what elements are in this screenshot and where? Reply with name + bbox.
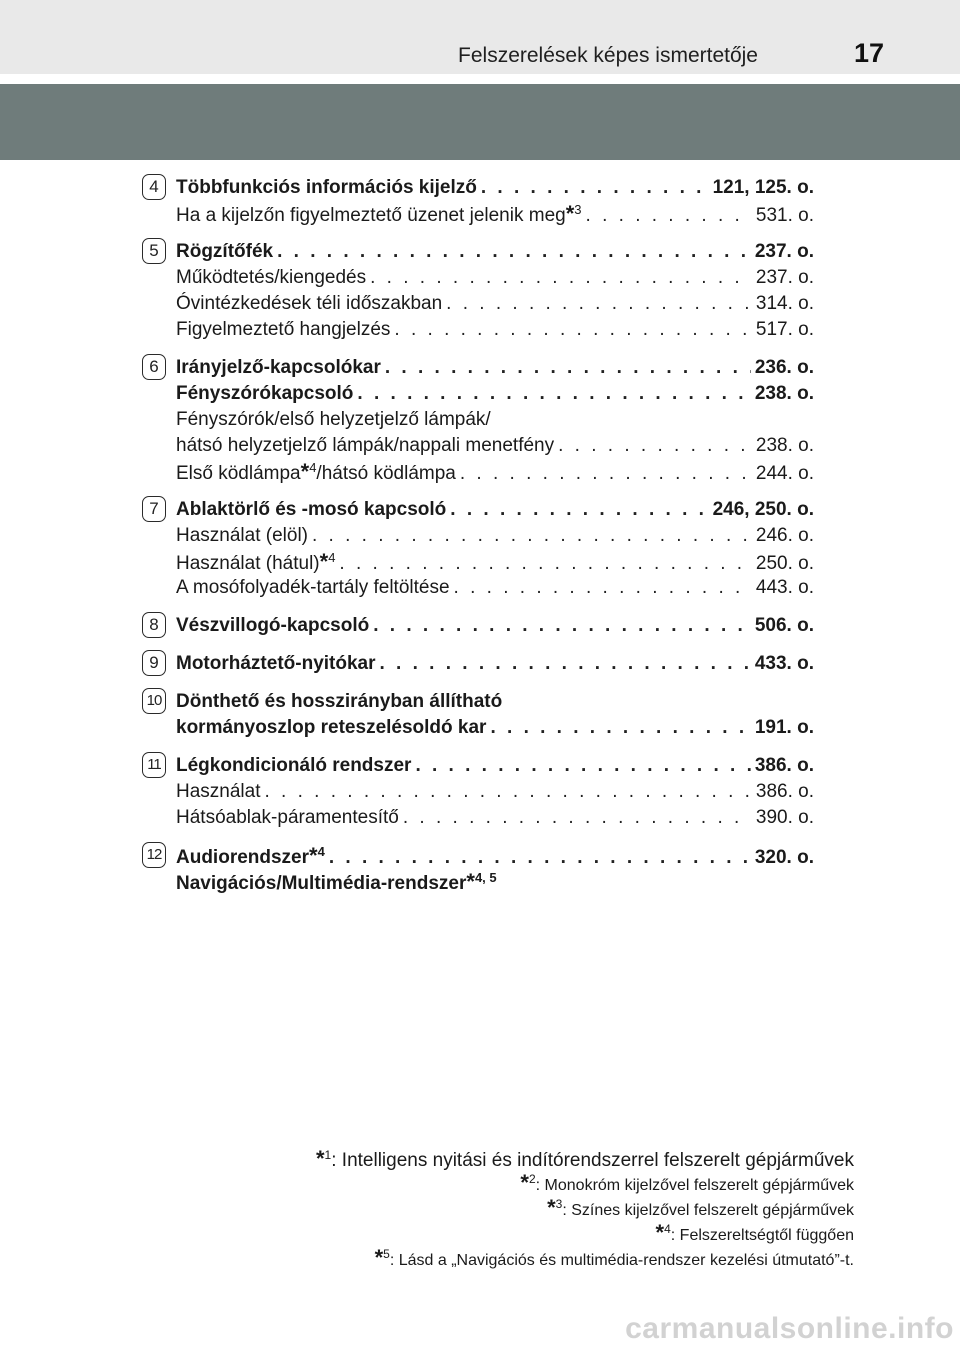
page-reference: 433. o. [754,653,814,674]
toc-entry [142,498,814,600]
dot-leader [558,434,752,458]
toc-row-label [176,576,450,600]
toc-row-label [176,202,582,228]
footnote [316,1222,854,1247]
toc-entry [142,614,814,638]
dot-leader [277,240,751,264]
toc-row-label [176,806,399,830]
entry-number-badge: 8 [142,612,166,638]
label-text: Vészvillogó-kapcsoló [176,615,370,636]
page-reference: 531. o. [755,205,814,226]
page-reference: 237. o. [755,267,814,288]
toc-row-label [176,408,491,432]
footnote-star: * [466,869,475,894]
label-text: Rögzítőfék [176,241,274,262]
toc-entry [142,176,814,226]
label-text: Fényszórókapcsoló [176,383,354,404]
footnote-mark: 3 [555,1197,563,1211]
footnote-star: * [547,1195,556,1220]
label-text: Navigációs/Multimédia-rendszer [176,873,467,894]
footnote [316,1247,854,1272]
toc-row-label [176,870,497,896]
footnote-star: * [520,1170,529,1195]
dot-leader [460,462,752,486]
toc-entry [142,754,814,830]
entry-number-badge: 12 [142,842,166,868]
entry-number-badge: 9 [142,650,166,676]
page-reference: 386. o. [755,781,814,802]
dot-leader [403,806,752,830]
toc-row [176,356,814,380]
toc-row-label [176,754,411,778]
toc-row [176,498,814,522]
page-reference: 121, 125. o. [712,177,814,198]
toc-row-label [176,460,456,486]
table-of-contents [142,176,814,908]
toc-row-label [176,176,477,200]
label-text: Ablaktörlő és -mosó kapcsoló [176,499,447,520]
toc-row [176,576,814,600]
toc-row [176,266,814,290]
page-reference: 320. o. [754,847,814,868]
footnote-text: : Intelligens nyitási és indítórendszerrel felszerelt gépjárművek [331,1150,854,1171]
footnote-star: * [374,1245,384,1270]
entry-number-badge: 5 [142,238,166,264]
label-text: Működtetés/kiengedés [176,267,367,288]
label-text: Légkondicionáló rendszer [176,755,412,776]
dot-leader [339,552,751,576]
dot-leader [415,754,750,778]
page-reference: 443. o. [755,577,814,598]
toc-row [176,550,814,574]
toc-row [176,870,814,894]
entry-number-badge: 11 [142,752,166,778]
footnote-star: * [315,1146,325,1171]
page-reference: 250. o. [755,553,814,574]
page-reference: 244. o. [755,463,814,484]
label-text: hátsó helyzetjelző lámpák/nappali menetfény [176,435,555,456]
dot-leader [380,652,751,676]
toc-row [176,690,814,714]
header-strip [0,0,960,84]
page-reference: 237. o. [754,241,814,262]
page-reference: 386. o. [754,755,814,776]
page-reference: 236. o. [754,357,814,378]
dot-leader [454,576,752,600]
label-text: Használat (elöl) [176,525,308,546]
footnote [316,1148,854,1172]
footnote-mark: 4 [664,1222,671,1236]
toc-row-label [176,780,261,804]
label-text: Irányjelző-kapcsolókar [176,357,381,378]
toc-row [176,240,814,264]
dot-leader [481,176,709,200]
footnote-ref: 4 [309,460,317,475]
footnote-mark: 2 [528,1172,536,1186]
toc-row-label [176,318,390,342]
footnote-star: * [565,201,575,226]
header-gap [0,74,960,84]
section-title: Felszerelések képes ismertetője [458,44,758,67]
toc-entry [142,356,814,484]
dot-leader [370,266,752,290]
footnotes [316,1148,854,1272]
toc-row-label [176,614,369,638]
toc-row-label [176,240,273,264]
toc-row [176,844,814,868]
toc-row-label [176,844,325,870]
dot-leader [385,356,751,380]
dot-leader [357,382,750,406]
toc-entry [142,690,814,740]
footnote-ref: 3 [574,202,582,217]
label-text: Figyelmeztető hangjelzés [176,319,391,340]
toc-row-label [176,716,486,740]
footnote [316,1172,854,1197]
toc-row [176,292,814,316]
footnote-text: : Lásd a „Navigációs és multimédia-rendszer kezelési útmutató”-t. [389,1252,854,1269]
dot-leader [394,318,752,342]
toc-row [176,524,814,548]
page-reference: 314. o. [755,293,814,314]
label-text: kormányoszlop reteszelésoldó kar [176,717,487,738]
page-reference: 191. o. [754,717,814,738]
toc-row-label [176,498,446,522]
footnote-star: * [309,843,318,868]
footnote-star: * [300,459,310,484]
toc-row [176,806,814,830]
toc-row [176,434,814,458]
toc-entry [142,240,814,342]
footnote-mark: 1 [324,1148,332,1162]
toc-row [176,382,814,406]
label-text: Többfunkciós információs kijelző [176,177,477,198]
toc-row-label [176,382,353,406]
footnote-ref: 4 [317,844,325,859]
dot-leader [450,498,708,522]
toc-entry [142,652,814,676]
footnote-star: * [655,1220,665,1245]
label-text: Első ködlámpa [176,463,301,484]
label-text: Használat [176,781,261,802]
footnote-ref: 4 [328,550,336,565]
toc-row [176,754,814,778]
dot-leader [329,846,751,870]
dot-leader [312,524,752,548]
toc-row [176,176,814,200]
label-text: Motorháztető-nyitókar [176,653,376,674]
toc-row-label [176,434,554,458]
footnote [316,1197,854,1222]
label-text: Dönthető és hosszirányban állítható [176,691,503,712]
toc-row [176,318,814,342]
toc-row [176,716,814,740]
page-reference: 238. o. [755,435,814,456]
toc-row-label [176,524,308,548]
toc-row-label [176,550,335,576]
dot-leader [265,780,752,804]
footnote-ref: 4, 5 [474,870,497,885]
toc-row [176,202,814,226]
toc-row-label [176,292,442,316]
footnote-mark: 5 [383,1247,390,1261]
watermark: carmanualsonline.info [625,1312,954,1345]
footnote-text: : Színes kijelzővel felszerelt gépjárművek [562,1202,854,1219]
dot-leader [446,292,752,316]
label-text: Hátsóablak-páramentesítő [176,807,399,828]
label-text: Ha a kijelzőn figyelmeztető üzenet jelenik meg [176,205,566,226]
footnote-text: : Felszereltségtől függően [670,1227,854,1244]
label-text: Audiorendszer [176,847,310,868]
toc-row-label [176,690,502,714]
page-reference: 390. o. [755,807,814,828]
entry-number-badge: 4 [142,174,166,200]
toc-row-label [176,356,381,380]
dot-leader [373,614,751,638]
page-reference: 517. o. [755,319,814,340]
entry-number-badge: 6 [142,354,166,380]
page-reference: 246, 250. o. [712,499,814,520]
label-text-after: /hátsó ködlámpa [316,463,456,484]
toc-row [176,780,814,804]
footnote-star: * [319,549,329,574]
entry-number-badge: 7 [142,496,166,522]
toc-row-label [176,652,376,676]
toc-entry [142,844,814,894]
dot-leader [490,716,750,740]
entry-number-badge: 10 [142,688,166,714]
toc-row-label [176,266,366,290]
dot-leader [586,204,752,228]
label-text: Óvintézkedések téli időszakban [176,293,443,314]
toc-row [176,652,814,676]
footnote-text: : Monokróm kijelzővel felszerelt gépjárművek [535,1177,854,1194]
label-text: Fényszórók/első helyzetjelző lámpák/ [176,409,491,430]
toc-row [176,460,814,484]
label-text: Használat (hátul) [176,553,320,574]
page-reference: 506. o. [754,615,814,636]
toc-row [176,408,814,432]
toc-row [176,614,814,638]
header-band [0,84,960,160]
page-reference: 238. o. [754,383,814,404]
page-number: 17 [853,38,884,68]
label-text: A mosófolyadék-tartály feltöltése [176,577,450,598]
page-reference: 246. o. [755,525,814,546]
